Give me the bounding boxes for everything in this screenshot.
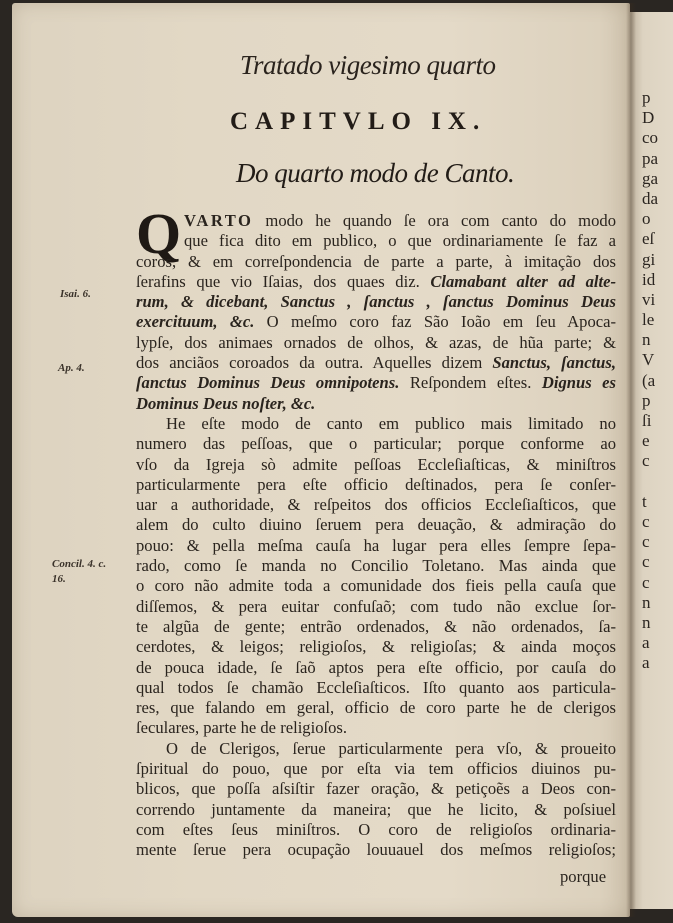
next-page-fragment: t <box>642 491 647 511</box>
text-run: diſſemos, & pera euitar confuſaõ; com tudo não exclue ſor- <box>136 596 616 616</box>
text-line <box>136 252 616 272</box>
text-run: lypſe, dos animaes ornados de olhos, & azas, de hũa parte; & <box>136 332 616 352</box>
text-run: particularmente pera eſte officio deſtinados, pera ſe conſer- <box>136 474 616 494</box>
next-page-fragment: id <box>642 269 656 289</box>
text-line <box>136 231 616 251</box>
text-run: correndo juntamente da maneira; que he licito, & poſsiuel <box>136 799 616 819</box>
next-page-fragment: V <box>642 350 655 370</box>
next-page-fragment: n <box>642 612 651 632</box>
text-line <box>136 759 616 779</box>
text-line <box>136 475 616 495</box>
next-page-fragment: D <box>642 108 655 128</box>
text-line <box>136 658 616 678</box>
text-run: o coro não admite toda a comunidade dos fieis pella cauſa que <box>136 576 616 596</box>
text-line <box>136 597 616 617</box>
drop-cap: Q <box>136 201 182 266</box>
text-run: alem do culto diuino ſeruem pera deuação, & admiração do <box>136 515 616 535</box>
next-page-fragment <box>642 472 658 492</box>
text-run: ſeculares, parte he de religioſos. <box>136 718 348 738</box>
text-line <box>136 779 616 799</box>
next-page-fragment: eſ <box>642 229 655 249</box>
text-line <box>136 292 616 312</box>
text-run: Reſpondem eſtes. <box>399 373 542 393</box>
text-line <box>136 455 616 475</box>
next-page-fragment: a <box>642 633 650 653</box>
next-page-fragment: c <box>642 532 650 552</box>
text-run: uar a authoridade, & reſpeitos dos officios Eccleſiaſticos, que <box>136 495 616 515</box>
body-text <box>136 211 616 861</box>
next-page-fragment: pa <box>642 148 659 168</box>
chapter-heading: CAPITVLO IX. <box>230 108 487 135</box>
next-page-fragment: (a <box>642 370 656 390</box>
running-head: Tratado vigesimo quarto <box>240 50 496 80</box>
text-run: vſo da Igreja sò admite peſſoas Eccleſiaſticas, & miniſtros <box>136 454 616 474</box>
text-line <box>136 394 616 414</box>
text-run: dos anciãos coroados da outra. Aquelles dizem <box>136 353 493 373</box>
text-run: VARTO <box>184 211 254 230</box>
text-line <box>136 556 616 576</box>
latin-quote: Clamabant alter ad alte- <box>430 271 617 291</box>
next-page-fragment: a <box>642 653 650 673</box>
latin-quote: exercituum, &c. <box>136 312 255 332</box>
text-run: numero das peſſoas, que o particular; porque conforme ao <box>136 434 616 454</box>
text-line <box>136 678 616 698</box>
latin-quote: ſanctus Dominus Deus omnipotens. <box>136 373 400 393</box>
text-line <box>136 312 616 332</box>
text-line <box>136 333 616 353</box>
text-line <box>136 718 616 738</box>
catchword: porque <box>560 867 607 886</box>
text-run: mente ſerue pera ocupação louuauel dos meſmos religioſos; <box>136 840 616 860</box>
next-page-edge <box>630 12 673 909</box>
margin-note: Concil. 4. c. <box>52 558 107 570</box>
text-line <box>136 353 616 373</box>
text-line <box>136 637 616 657</box>
spine-shadow <box>626 3 636 917</box>
next-page-fragment: p <box>642 88 651 107</box>
text-run: pouo: & pella meſma cauſa ha lugar pera elles ſempre ſepa- <box>136 535 616 555</box>
text-run: ſpiritual do pouo, que por eſta via tem officios diuinos pu- <box>136 759 616 779</box>
next-page-fragment: n <box>642 592 651 612</box>
next-page-fragment: c <box>642 511 650 531</box>
text-run: cerdotes, & leigos; religioſos, & religioſas; & ainda moços <box>136 637 616 657</box>
next-page-fragment: co <box>642 128 659 148</box>
chapter-subtitle: Do quarto modo de Canto. <box>236 158 515 188</box>
margin-note: 16. <box>52 573 66 585</box>
text-run: res, que falando em geral, officio de coro parte he de clerigos <box>136 698 616 718</box>
text-run: rado, como ſe manda no Concilio Toletano. Mas ainda que <box>136 556 616 576</box>
next-page-fragment: vi <box>642 289 656 309</box>
next-page-fragment: n <box>642 330 651 350</box>
latin-quote: Dominus Deus noſter, &c. <box>136 393 316 413</box>
text-line <box>136 800 616 820</box>
text-run: O de Clerigos, ſerue particularmente pera vſo, & proueito <box>166 738 616 758</box>
text-line <box>136 373 616 393</box>
text-run: blicos, que poſſa aſsiſtir fazer oração, & petiçoẽs a Deos con- <box>136 779 616 799</box>
next-page-fragment: c <box>642 552 650 572</box>
text-run: ſerafins que vio Iſaias, dos quaes diz. <box>136 271 431 291</box>
text-line <box>136 840 616 860</box>
next-page-fragment: ſi <box>642 411 652 430</box>
margin-note: Isai. 6. <box>60 288 91 300</box>
text-run: te algũa de gente; entrão ordenados, & não ordenados, ſa- <box>136 616 616 636</box>
next-page-fragment: da <box>642 188 659 208</box>
next-page-fragment: p <box>642 390 651 410</box>
text-run: que fica dito em publico, o que ordinariamente ſe faz a <box>184 231 616 251</box>
latin-quote: Dignus es <box>541 373 616 393</box>
text-run: qual todos ſe chamão Eccleſiaſticos. Iſto quanto aos particula- <box>136 677 616 697</box>
text-run: O meſmo coro faz São Ioão em ſeu Apoca- <box>254 312 617 332</box>
text-line <box>136 495 616 515</box>
next-page-fragment: gi <box>642 249 656 269</box>
text-line <box>136 698 616 718</box>
text-line <box>136 617 616 637</box>
next-page-fragment: c <box>642 572 650 592</box>
margin-note: Ap. 4. <box>58 362 85 374</box>
text-run: modo he quando ſe ora com canto do modo <box>253 211 616 230</box>
text-run: He eſte modo de canto em publico mais limitado no <box>166 413 616 433</box>
text-line <box>136 739 616 759</box>
text-line <box>136 414 616 434</box>
next-page-text <box>642 88 658 673</box>
next-page-fragment: le <box>642 310 655 330</box>
latin-quote: Sanctus, ſanctus, <box>492 353 616 373</box>
text-line <box>136 434 616 454</box>
latin-quote: rum, & dicebant, Sanctus , ſanctus , ſanctus Dominus Deus <box>136 292 616 312</box>
text-line <box>136 576 616 596</box>
text-run: coros, & em correſpondencia de parte a parte, à imitação dos <box>136 251 616 271</box>
text-line <box>136 211 616 231</box>
text-run: de pouca idade, ſe ſaõ aptos pera eſte officio, por cauſa do <box>136 657 616 677</box>
text-line <box>136 272 616 292</box>
next-page-fragment: e <box>642 431 650 451</box>
text-line <box>136 820 616 840</box>
next-page-fragment: ga <box>642 168 659 188</box>
text-line <box>136 536 616 556</box>
text-run: com eſtes ſeus miniſtros. O coro de religioſos ordinaria- <box>136 819 616 839</box>
text-line <box>136 515 616 535</box>
next-page-fragment: o <box>642 209 651 229</box>
next-page-fragment: c <box>642 451 650 471</box>
